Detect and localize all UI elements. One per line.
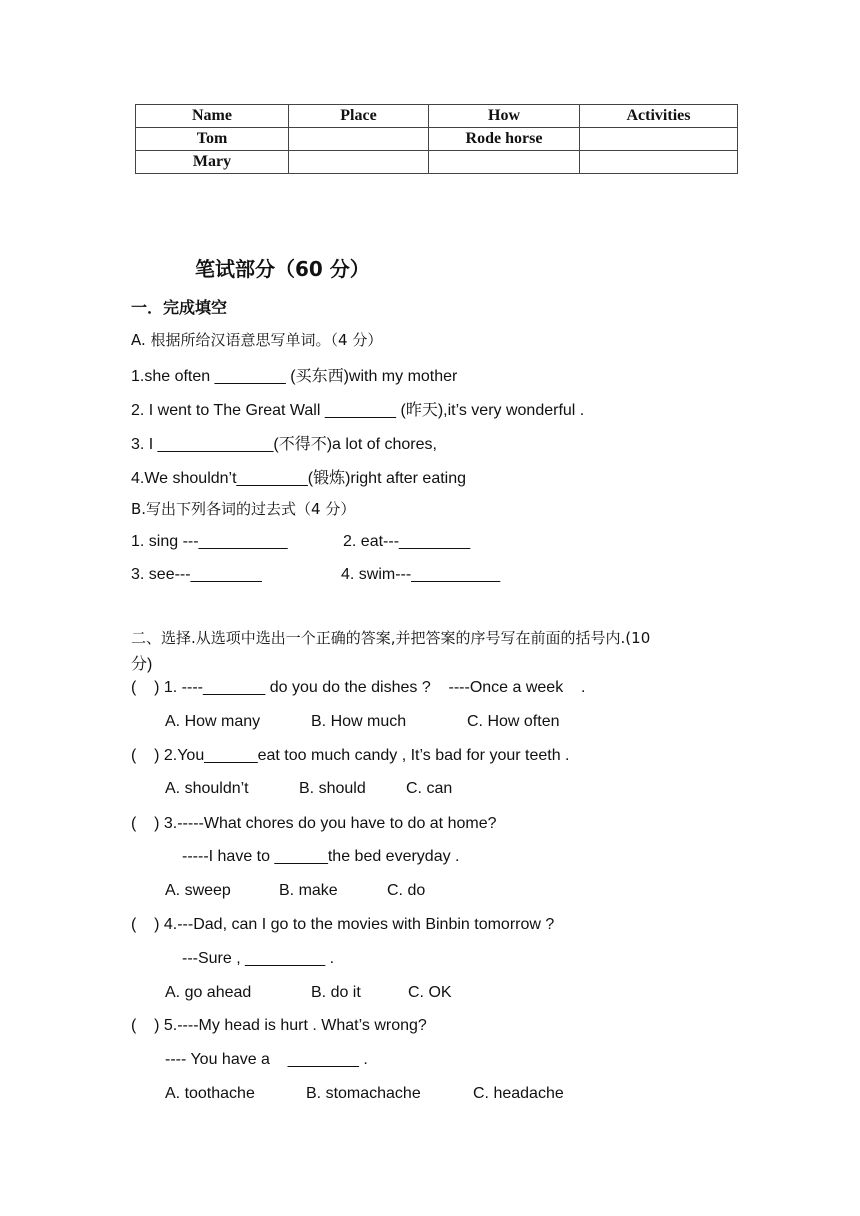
table-cell bbox=[580, 151, 738, 174]
question-4-sub: ---Sure , _________ . bbox=[182, 950, 335, 967]
question-3-option-b: B. make bbox=[279, 882, 338, 899]
table-cell: Tom bbox=[136, 128, 289, 151]
header-activities: Activities bbox=[580, 105, 738, 128]
header-place: Place bbox=[289, 105, 429, 128]
partA-item-1: 1.she often ________ (买东西)with my mother bbox=[131, 368, 458, 385]
table-cell bbox=[289, 128, 429, 151]
question-1-option-a: A. How many bbox=[165, 713, 261, 730]
header-how: How bbox=[429, 105, 580, 128]
question-4-stem: ( ) 4.---Dad, can I go to the movies with Binbin tomorrow ? bbox=[131, 916, 555, 933]
section2-heading: 二、选择.从选项中选出一个正确的答案,并把答案的序号写在前面的括号内.(10 bbox=[131, 629, 651, 647]
question-5-stem: ( ) 5.----My head is hurt . What’s wrong? bbox=[131, 1017, 427, 1034]
info-table bbox=[135, 104, 738, 174]
question-5-option-c: C. headache bbox=[473, 1085, 564, 1102]
table-cell bbox=[289, 151, 429, 174]
question-3-option-a: A. sweep bbox=[165, 882, 231, 899]
question-3-option-c: C. do bbox=[387, 882, 426, 899]
question-5-sub: ---- You have a ________ . bbox=[165, 1051, 368, 1068]
question-2-option-c: C. can bbox=[406, 780, 453, 797]
table-cell: Rode horse bbox=[429, 128, 580, 151]
table-cell: Mary bbox=[136, 151, 289, 174]
question-4-option-b: B. do it bbox=[311, 984, 361, 1001]
table-cell bbox=[580, 128, 738, 151]
section2-heading-cont: 分) bbox=[131, 656, 153, 673]
question-1-stem: ( ) 1. ----_______ do you do the dishes ? ----Once a week . bbox=[131, 679, 586, 696]
question-1-option-b: B. How much bbox=[311, 713, 407, 730]
table-cell bbox=[429, 151, 580, 174]
question-4-option-c: C. OK bbox=[408, 984, 452, 1001]
question-1-option-c: C. How often bbox=[467, 713, 560, 730]
written-section-title: 笔试部分（60 分） bbox=[195, 257, 370, 281]
question-5-option-a: A. toothache bbox=[165, 1085, 255, 1102]
table-header-row bbox=[136, 105, 738, 128]
question-5-option-b: B. stomachache bbox=[306, 1085, 421, 1102]
partA-item-4: 4.We shouldn’t________(锻炼)right after eating bbox=[131, 470, 467, 487]
partA-item-3: 3. I _____________(不得不)a lot of chores, bbox=[131, 436, 437, 453]
section1-heading: 一．完成填空 bbox=[131, 298, 228, 317]
partB-item-2: 2. eat---________ bbox=[343, 533, 471, 550]
header-name: Name bbox=[136, 105, 289, 128]
question-3-stem: ( ) 3.-----What chores do you have to do at home? bbox=[131, 815, 497, 832]
partB-item-4: 4. swim---__________ bbox=[341, 566, 501, 583]
question-3-sub: -----I have to ______the bed everyday . bbox=[182, 848, 460, 865]
question-2-option-b: B. should bbox=[299, 780, 366, 797]
question-4-option-a: A. go ahead bbox=[165, 984, 252, 1001]
partB-instruction: B.写出下列各词的过去式（4 分） bbox=[131, 500, 356, 518]
partB-item-1: 1. sing ---__________ bbox=[131, 533, 288, 550]
table-row bbox=[136, 151, 738, 174]
question-2-stem: ( ) 2.You______eat too much candy , It’s bad for your teeth . bbox=[131, 747, 570, 764]
partA-instruction: A. 根据所给汉语意思写单词。（4 分） bbox=[131, 331, 383, 349]
question-2-option-a: A. shouldn’t bbox=[165, 780, 249, 797]
partA-item-2: 2. I went to The Great Wall ________ (昨天),it’s very wonderful . bbox=[131, 402, 585, 419]
partB-item-3: 3. see---________ bbox=[131, 566, 262, 583]
table-row bbox=[136, 128, 738, 151]
